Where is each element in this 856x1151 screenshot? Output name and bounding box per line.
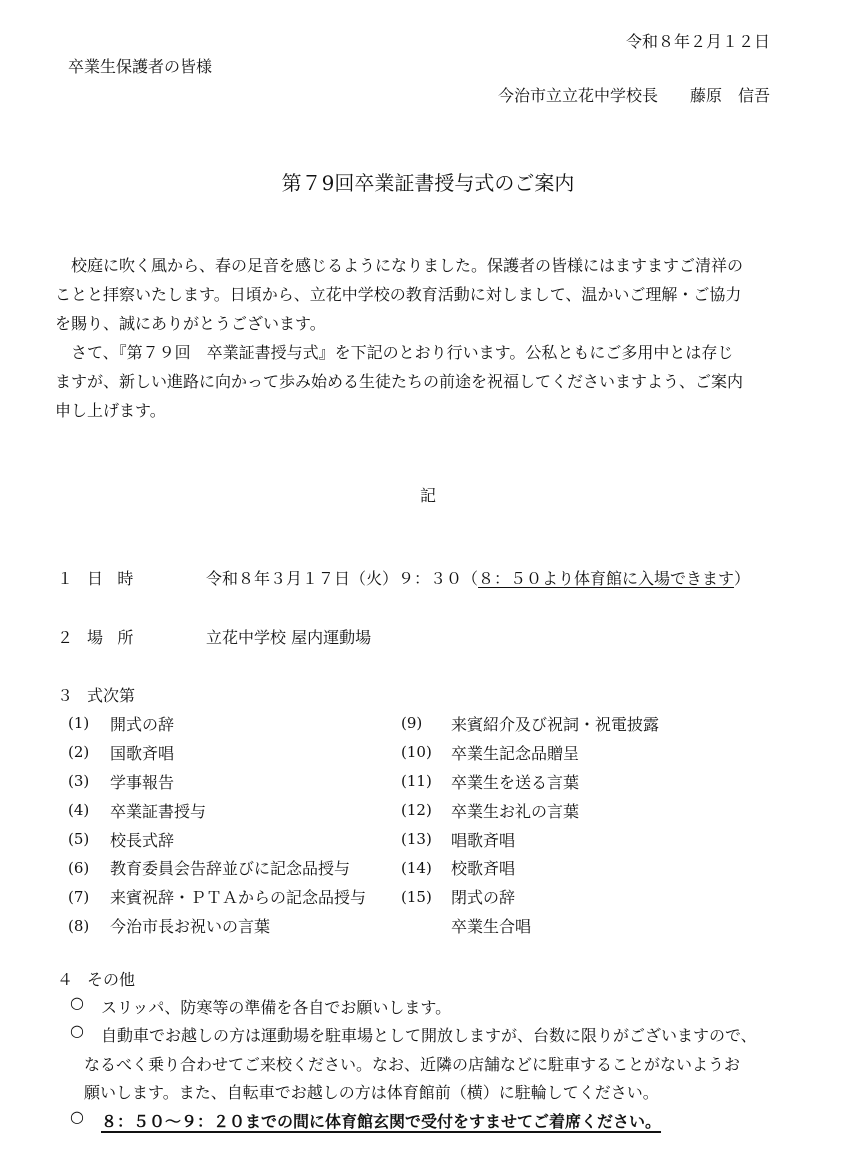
program-text: 卒業証書授与 [110, 801, 207, 821]
section-number: ３ [57, 686, 74, 705]
program-text: 校歌斉唱 [451, 859, 516, 879]
program-text: 開式の辞 [110, 714, 175, 734]
program-number: (15) [401, 887, 432, 906]
program-item [68, 738, 366, 767]
program-list-left [68, 709, 366, 940]
bullet-circle: ○ [70, 1107, 84, 1126]
program-text: 国歌斉唱 [110, 743, 175, 763]
program-item [401, 796, 659, 825]
program-item [68, 709, 366, 738]
program-item [401, 767, 659, 796]
program-number: (12) [401, 801, 432, 820]
program-item [401, 882, 659, 911]
section-label-program: 式次第 [87, 686, 136, 705]
program-text: 今治市長お祝いの言葉 [110, 917, 271, 937]
section-label-venue: 場所 [87, 628, 148, 647]
program-text: 来賓紹介及び祝詞・祝電披露 [451, 714, 660, 734]
program-text: 唱歌斉唱 [451, 830, 516, 850]
program-text: 閉式の辞 [451, 888, 516, 908]
bullet-circle: ○ [70, 993, 84, 1012]
section-number: ２ [57, 628, 74, 647]
program-item [68, 882, 366, 911]
program-item [401, 709, 659, 738]
invitation-paragraph [55, 338, 803, 425]
program-item [401, 738, 659, 767]
paragraph-line: 申し上げます。 [55, 401, 166, 420]
program-number: (14) [401, 858, 432, 877]
program-number: (2) [68, 743, 90, 762]
program-item [68, 911, 366, 940]
bullet-circle: ○ [70, 1021, 84, 1040]
recipient: 卒業生保護者の皆様 [68, 57, 213, 76]
program-item [401, 853, 659, 882]
program-item [68, 853, 366, 882]
document-date: 令和８年２月１２日 [625, 32, 770, 51]
program-text: 学事報告 [110, 772, 175, 792]
program-number: (10) [401, 743, 432, 762]
program-item [68, 796, 366, 825]
section-label-other: その他 [87, 970, 136, 989]
program-number: (4) [68, 801, 90, 820]
program-text: 校長式辞 [110, 830, 175, 850]
program-text: 来賓祝辞・ＰＴＡからの記念品授与 [110, 888, 367, 908]
paragraph-line: さて、『第７９回 卒業証書授与式』を下記のとおり行います。公私ともにご多用中とは存じ [55, 343, 734, 362]
sender: 今治市立立花中学校長 藤原 信吾 [497, 86, 770, 105]
program-number: (1) [68, 714, 90, 733]
program-number: (11) [401, 772, 432, 791]
program-text: 卒業生合唱 [451, 917, 532, 937]
program-number: (6) [68, 858, 90, 877]
datetime-value: 令和８年３月１７日（火）９：３０（ [206, 569, 479, 588]
entry-time-note: ８：５０より体育館に入場できます [478, 569, 735, 588]
program-text: 卒業生を送る言葉 [451, 772, 580, 792]
program-number: (8) [68, 916, 90, 935]
section-number: １ [57, 569, 74, 588]
notes-heading: 記 [419, 486, 436, 505]
program-text: 卒業生記念品贈呈 [451, 743, 580, 763]
program-item [68, 767, 366, 796]
program-item [401, 911, 659, 940]
note-parking-continued: なるべく乗り合わせてご来校ください。なお、近隣の店舗などに駐車することがないようお [84, 1055, 741, 1074]
program-number: (3) [68, 772, 90, 791]
program-item [68, 825, 366, 854]
paragraph-line: を賜り、誠にありがとうございます。 [55, 314, 326, 333]
program-item [401, 825, 659, 854]
note-parking: 自動車でお越しの方は運動場を駐車場として開放しますが、台数に限りがございますので、 [101, 1026, 757, 1045]
paragraph-line: 校庭に吹く風から、春の足音を感じるようになりました。保護者の皆様にはますますご清祥の [55, 256, 744, 275]
program-number: (5) [68, 830, 90, 848]
note-slippers: スリッパ、防寒等の準備を各自でお願いします。 [101, 998, 452, 1017]
section-number: ４ [57, 970, 74, 989]
program-text: 卒業生お礼の言葉 [451, 801, 580, 821]
intro-paragraph [55, 251, 803, 338]
note-reception-time: ８：５０～９：２０までの間に体育館玄関で受付をすませてご着席ください。 [101, 1112, 662, 1131]
program-number: (13) [401, 830, 432, 848]
program-number: (9) [401, 714, 423, 733]
paren-close: ） [734, 569, 751, 588]
program-list-right [401, 709, 659, 940]
program-text: 教育委員会告辞並びに記念品授与 [110, 859, 351, 879]
document-title: 第７9回卒業証書授与式のご案内 [281, 171, 575, 195]
event-venue: 立花中学校 屋内運動場 [206, 628, 372, 647]
program-number: (7) [68, 887, 90, 906]
event-datetime [206, 566, 750, 589]
note-parking-continued: 願いします。また、自転車でお越しの方は体育館前（横）に駐輪してください。 [84, 1083, 659, 1102]
paragraph-line: ますが、新しい進路に向かって歩み始める生徒たちの前途を祝福してくださいますよう、ご案内 [55, 372, 744, 391]
paragraph-line: ことと拝察いたします。日頃から、立花中学校の教育活動に対しまして、温かいご理解・ご協力 [55, 285, 742, 304]
section-label-datetime: 日時 [87, 569, 148, 588]
